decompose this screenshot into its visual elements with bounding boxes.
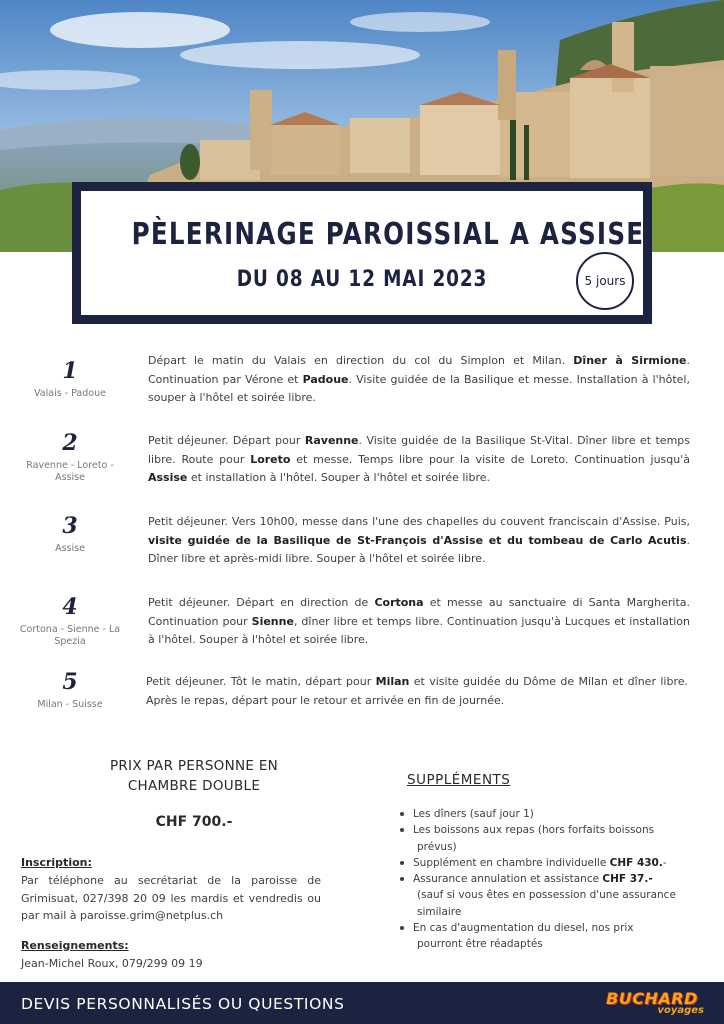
- text-segment: , dîner libre et temps libre. Continuation jusqu'à Lucques et installation à l'hôtel. Souper à l'hôtel et soirée libre.: [148, 614, 690, 646]
- day-description: [148, 513, 690, 569]
- text-segment: Les boissons aux repas (hors forfaits boissons: [413, 824, 655, 837]
- highlight-text: visite guidée de la Basilique de St-François d'Assise et du tombeau de Carlo Acutis: [148, 533, 687, 547]
- day-number: 5: [62, 669, 78, 695]
- highlight-text: Ravenne: [304, 434, 359, 447]
- highlight-text: Milan: [375, 675, 410, 688]
- duration-badge: 5 jours: [576, 252, 634, 310]
- highlight-text: Sienne: [251, 614, 294, 628]
- buchard-logo: [594, 989, 710, 1019]
- supplement-item: [397, 920, 697, 953]
- logo-wordmark: BUCHARD: [606, 989, 698, 1008]
- highlight-text: CHF 37.-: [602, 873, 653, 886]
- renseignements-text: Jean-Michel Roux, 079/299 09 19: [21, 957, 203, 970]
- day-number: 2: [62, 430, 78, 456]
- trip-dates: DU 08 AU 12 MAI 2023: [236, 267, 488, 292]
- text-segment: . Visite guidée de la Basilique et messe. Installation à l'hôtel, souper à l'hôtel et soirée libre.: [148, 372, 690, 404]
- text-segment: Assurance annulation et assistance: [413, 873, 603, 886]
- price-heading-line1: PRIX PAR PERSONNE EN: [109, 758, 279, 774]
- day-description: [146, 673, 688, 710]
- text-segment: . Continuation par Vérone et: [148, 354, 690, 386]
- text-segment: . Dîner libre et après-midi libre. Souper à l'hôtel et soirée libre.: [148, 533, 690, 565]
- supplements-heading: SUPPLÉMENTS: [407, 772, 511, 788]
- price-heading: [72, 756, 316, 796]
- text-segment: Petit déjeuner. Départ pour: [148, 434, 305, 447]
- footer-bar: [0, 982, 724, 1024]
- page-title: PÈLERINAGE PAROISSIAL A ASSISE: [131, 217, 645, 252]
- day-number: 4: [62, 594, 78, 620]
- highlight-text: Assise: [148, 471, 188, 484]
- text-segment: Petit déjeuner. Départ en direction de: [148, 596, 375, 609]
- text-segment: et installation à l'hôtel. Souper à l'hôtel et soirée libre.: [187, 471, 490, 484]
- title-box: [72, 182, 652, 324]
- text-segment: Petit déjeuner. Vers 10h00, messe dans l'une des chapelles du couvent franciscain d'Assise. Puis,: [148, 515, 690, 528]
- highlight-text: Loreto: [250, 452, 291, 466]
- inscription-heading: Inscription:: [21, 856, 92, 869]
- day-number: 1: [62, 358, 78, 384]
- day-route: Milan - Suisse: [37, 699, 103, 710]
- text-segment: et messe. Temps libre pour la visite de Loreto. Continuation jusqu'à: [290, 452, 690, 466]
- day-route: Cortona - Sienne - La Spezia: [19, 624, 121, 647]
- highlight-text: Dîner à Sirmione: [573, 354, 687, 367]
- inscription-text: Par téléphone au secrétariat de la paroisse de Grimisuat, 027/398 20 09 les mardis et vendredis ou par mail à paroisse.grim@netplus.ch: [21, 874, 321, 922]
- supplement-item: [397, 855, 697, 871]
- day-description: [148, 594, 690, 650]
- text-segment: Supplément en chambre individuelle: [413, 856, 610, 869]
- text-segment: Petit déjeuner. Tôt le matin, départ pour: [146, 675, 376, 688]
- highlight-text: Cortona: [374, 596, 424, 609]
- day-route: Ravenne - Loreto - Assise: [26, 460, 114, 483]
- supplements-list: [397, 806, 697, 953]
- supplement-item: [397, 822, 697, 855]
- price-value: CHF 700.-: [155, 814, 233, 830]
- day-number: 3: [62, 513, 78, 539]
- footer-cta: DEVIS PERSONNALISÉS OU QUESTIONS: [21, 995, 345, 1013]
- renseignements-heading: Renseignements:: [21, 939, 129, 952]
- text-segment: En cas d'augmentation du diesel, nos prix: [413, 922, 634, 935]
- text-segment: -: [662, 856, 667, 869]
- supplement-item-continuation: pourront être réadaptés: [417, 938, 543, 951]
- supplement-item: [397, 871, 697, 920]
- text-segment: et messe au sanctuaire di Santa Margherita. Continuation pour: [148, 596, 690, 628]
- highlight-text: CHF 430.: [609, 856, 663, 869]
- text-segment: Les dîners (sauf jour 1): [413, 808, 534, 820]
- day-route: Valais - Padoue: [34, 388, 106, 399]
- day-description: [148, 432, 690, 488]
- supplement-item-continuation: (sauf si vous êtes en possession d'une assurance similaire: [417, 889, 676, 918]
- day-description: [148, 352, 690, 408]
- text-segment: et visite guidée du Dôme de Milan et dîner libre. Après le repas, départ pour le retour et arrivée en fin de journée.: [146, 675, 689, 707]
- price-heading-line2: CHAMBRE DOUBLE: [127, 778, 261, 794]
- supplement-item-continuation: prévus): [417, 840, 457, 853]
- highlight-text: Padoue: [302, 372, 349, 386]
- day-route: Assise: [55, 543, 85, 554]
- text-segment: Départ le matin du Valais en direction du col du Simplon et Milan.: [148, 354, 574, 367]
- supplement-item: [397, 806, 697, 822]
- logo-subtitle: voyages: [657, 1005, 704, 1016]
- text-segment: . Visite guidée de la Basilique St-Vital. Dîner libre et temps libre. Route pour: [148, 434, 690, 466]
